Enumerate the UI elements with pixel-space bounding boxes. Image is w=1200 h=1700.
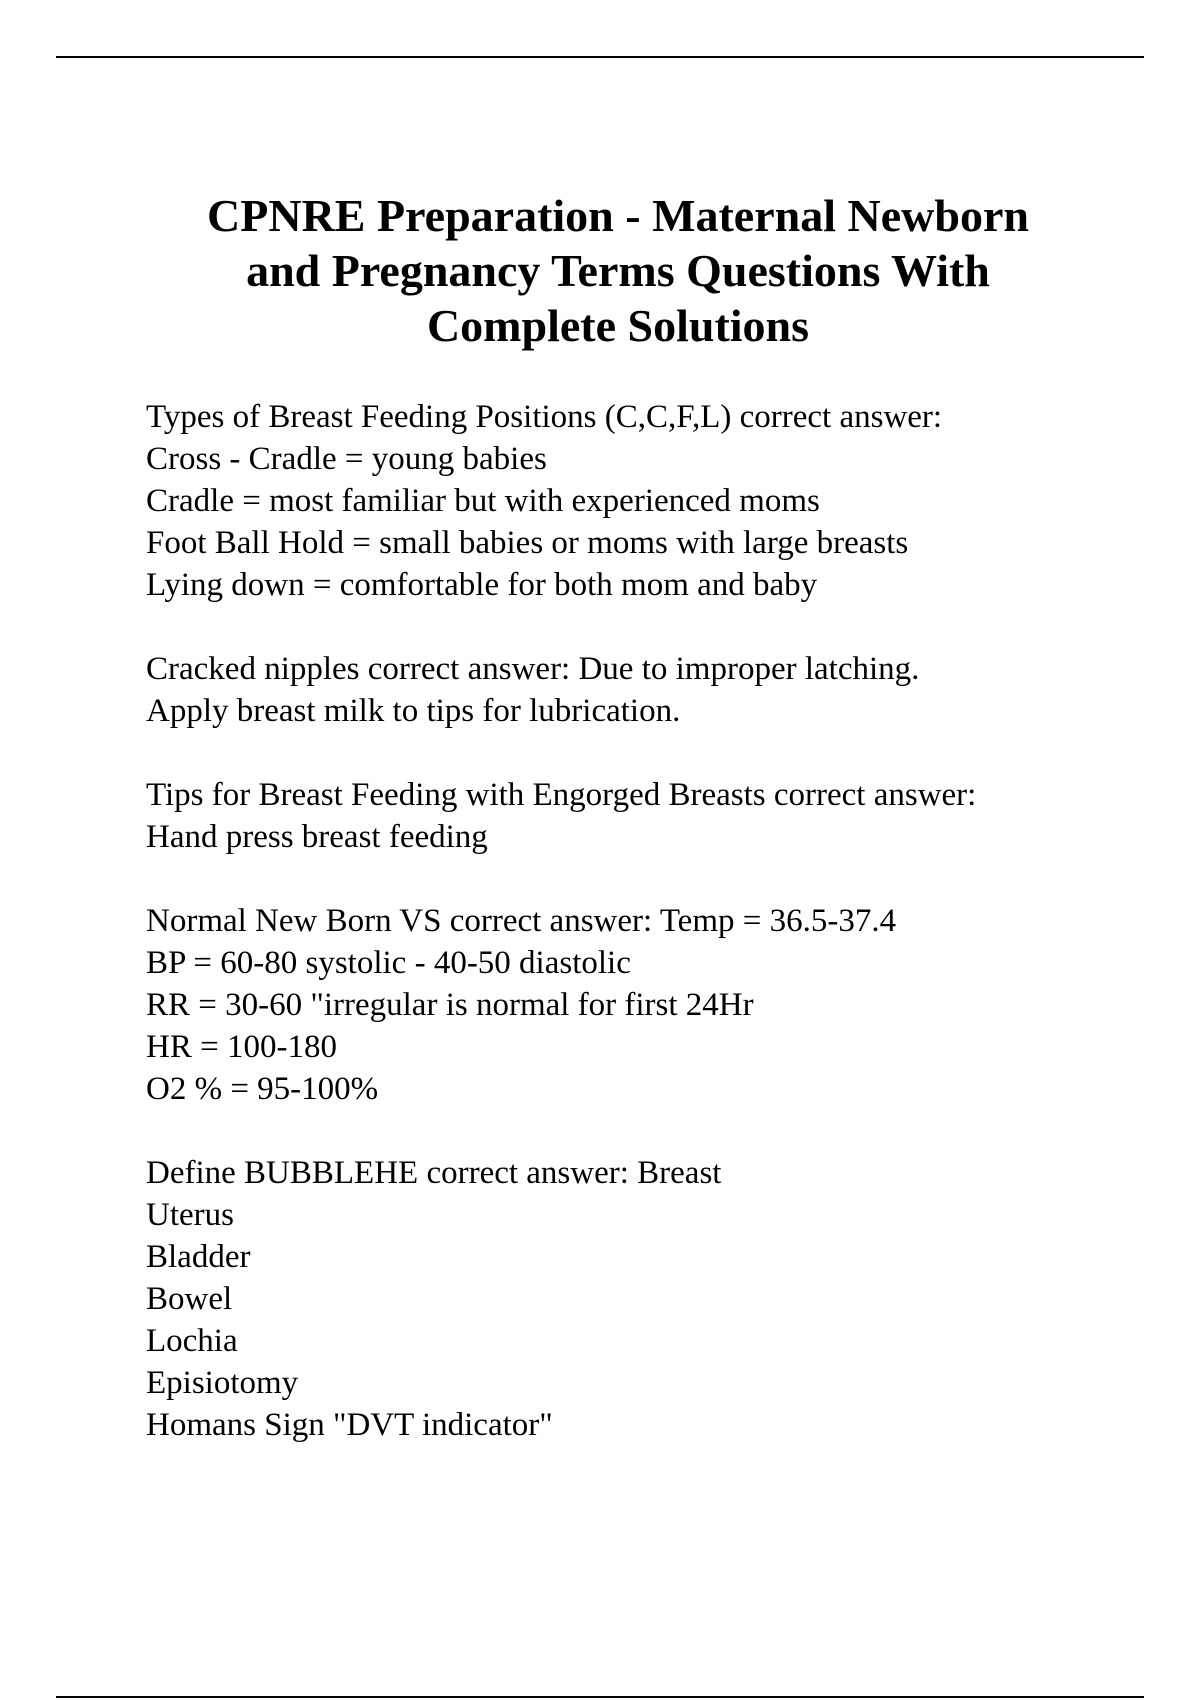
text-line: Cracked nipples correct answer: Due to improper latching.	[146, 651, 920, 687]
text-line: Types of Breast Feeding Positions (C,C,F,L) correct answer:	[146, 399, 943, 435]
text-line: Define BUBBLEHE correct answer: Breast	[146, 1155, 722, 1191]
top-divider	[56, 56, 1144, 58]
document-body	[146, 396, 1146, 1488]
text-line: Uterus	[146, 1197, 234, 1233]
text-line: Hand press breast feeding	[146, 819, 488, 855]
qa-breastfeeding-positions	[146, 396, 1146, 606]
qa-bubblehe	[146, 1152, 1146, 1446]
text-line: Tips for Breast Feeding with Engorged Breasts correct answer:	[146, 777, 977, 813]
title-line: and Pregnancy Terms Questions With	[246, 245, 990, 296]
text-line: Foot Ball Hold = small babies or moms with large breasts	[146, 525, 909, 561]
text-line: O2 % = 95-100%	[146, 1071, 379, 1107]
text-line: Lying down = comfortable for both mom and baby	[146, 567, 818, 603]
text-line: Bladder	[146, 1239, 251, 1275]
qa-cracked-nipples	[146, 648, 1146, 732]
text-line: Cross - Cradle = young babies	[146, 441, 547, 477]
text-line: RR = 30-60 "irregular is normal for first 24Hr	[146, 987, 754, 1023]
qa-newborn-vital-signs	[146, 900, 1146, 1110]
text-line: Homans Sign "DVT indicator"	[146, 1407, 553, 1443]
text-line: HR = 100-180	[146, 1029, 337, 1065]
text-line: Bowel	[146, 1281, 233, 1317]
text-line: Lochia	[146, 1323, 238, 1359]
text-line: Normal New Born VS correct answer: Temp = 36.5-37.4	[146, 903, 897, 939]
document-title	[150, 188, 1086, 353]
title-line: Complete Solutions	[426, 300, 810, 351]
title-line: CPNRE Preparation - Maternal Newborn	[207, 190, 1029, 241]
text-line: BP = 60-80 systolic - 40-50 diastolic	[146, 945, 631, 981]
text-line: Apply breast milk to tips for lubrication.	[146, 693, 681, 729]
qa-engorged-breasts	[146, 774, 1146, 858]
text-line: Cradle = most familiar but with experienced moms	[146, 483, 820, 519]
text-line: Episiotomy	[146, 1365, 299, 1401]
bottom-divider	[56, 1696, 1144, 1698]
